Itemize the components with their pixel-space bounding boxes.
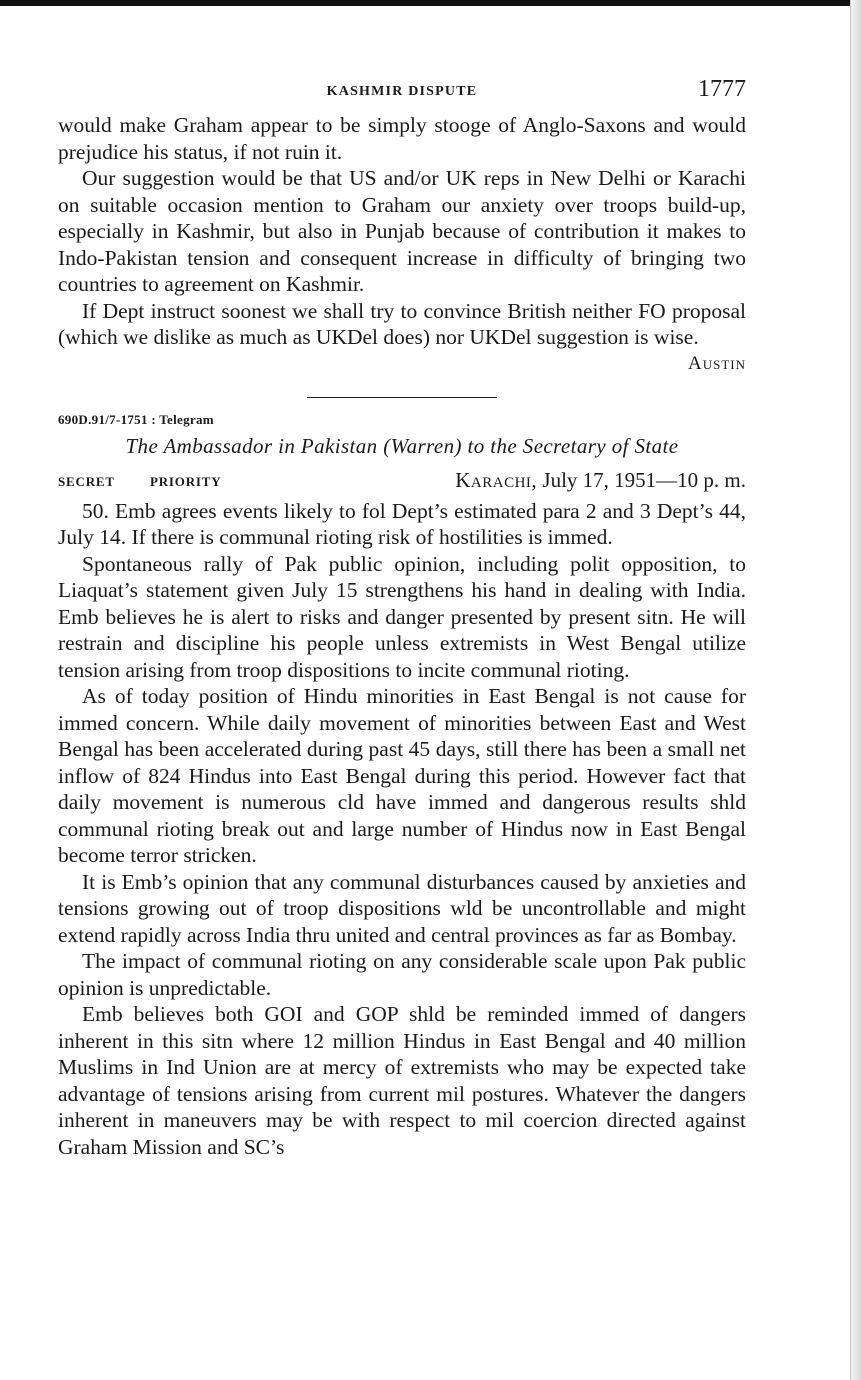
document-title: The Ambassador in Pakistan (Warren) to the Secretary of State [125,433,679,458]
signature: Austin [688,352,746,374]
running-header [58,72,746,112]
page-binding-edge [850,0,861,1380]
page-number: 1777 [698,76,746,102]
running-title: KASHMIR DISPUTE [326,84,478,99]
body-paragraph: It is Emb’s opinion that any communal disturbances caused by anxieties and tensions growing out of troop dispositions wld be uncontrollable and might extend rapidly across India thru united and central provinces as far as Bombay. [58,869,746,947]
section-divider [307,397,497,398]
continuation-paragraph: Our suggestion would be that US and/or UK reps in New Delhi or Karachi on suitable occasion mention to Graham our anxiety over troops build-up, especially in Kashmir, but also in Punjab because of contribution it makes to Indo-Pakistan tension and consequent increase in difficulty of bringing two countries to agreement on Kashmir. [58,166,746,296]
body-paragraph: Emb believes both GOI and GOP shld be reminded immed of dangers inherent in this sitn where 12 million Hindus in East Bengal and 40 million Muslims in Ind Union are at mercy of extremists who may be expected take advantage of tensions arising from current mil postures. Whatever the dangers inherent in maneuvers may be with respect to mil coercion directed against Graham Mission and SC’s [58,1002,746,1159]
continuation-paragraph: would make Graham appear to be simply stooge of Anglo-Saxons and would prejudice his status, if not ruin it. [58,113,746,164]
document-reference: 690D.91/7-1751 : Telegram [58,411,214,427]
place: Karachi, [455,467,538,492]
body-paragraph: Spontaneous rally of Pak public opinion, including polit opposition, to Liaquat’s statement given July 15 strengthens his hand in dealing with India. Emb believes he is alert to risks and danger presented by present sitn. He will restrain and discipline his people unless extremists in West Bengal utilize tension arising from troop dispositions to incite communal rioting. [58,551,746,682]
page-top-edge [0,0,861,6]
body-paragraph: The impact of communal rioting on any considerable scale upon Pak public opinion is unpredictable. [58,949,746,1000]
document-page [58,72,746,1160]
body-paragraph: As of today position of Hindu minorities in East Bengal is not cause for immed concern. While daily movement of minorities between East and West Bengal has been accelerated during past 45 days, still there has been a small net inflow of 824 Hindus into East Bengal during this period. However fact that daily movement is numerous cld have immed and dangerous results shld communal rioting break out and large number of Hindus now in East Bengal become terror stricken. [58,684,746,867]
date: July 17, 1951—10 p. m. [542,467,746,492]
dateline [58,468,746,498]
continuation-paragraph: If Dept instruct soonest we shall try to convince British neither FO proposal (which we dislike as much as UKDel does) nor UKDel suggestion is wise. [58,298,746,349]
body-paragraph: 50. Emb agrees events likely to fol Dept’s estimated para 2 and 3 Dept’s 44, July 14. If there is communal rioting risk of hostilities is immed. [58,498,746,549]
place-and-date [455,468,746,493]
classification-label: SECRET [58,473,115,489]
priority-label: PRIORITY [150,473,222,489]
